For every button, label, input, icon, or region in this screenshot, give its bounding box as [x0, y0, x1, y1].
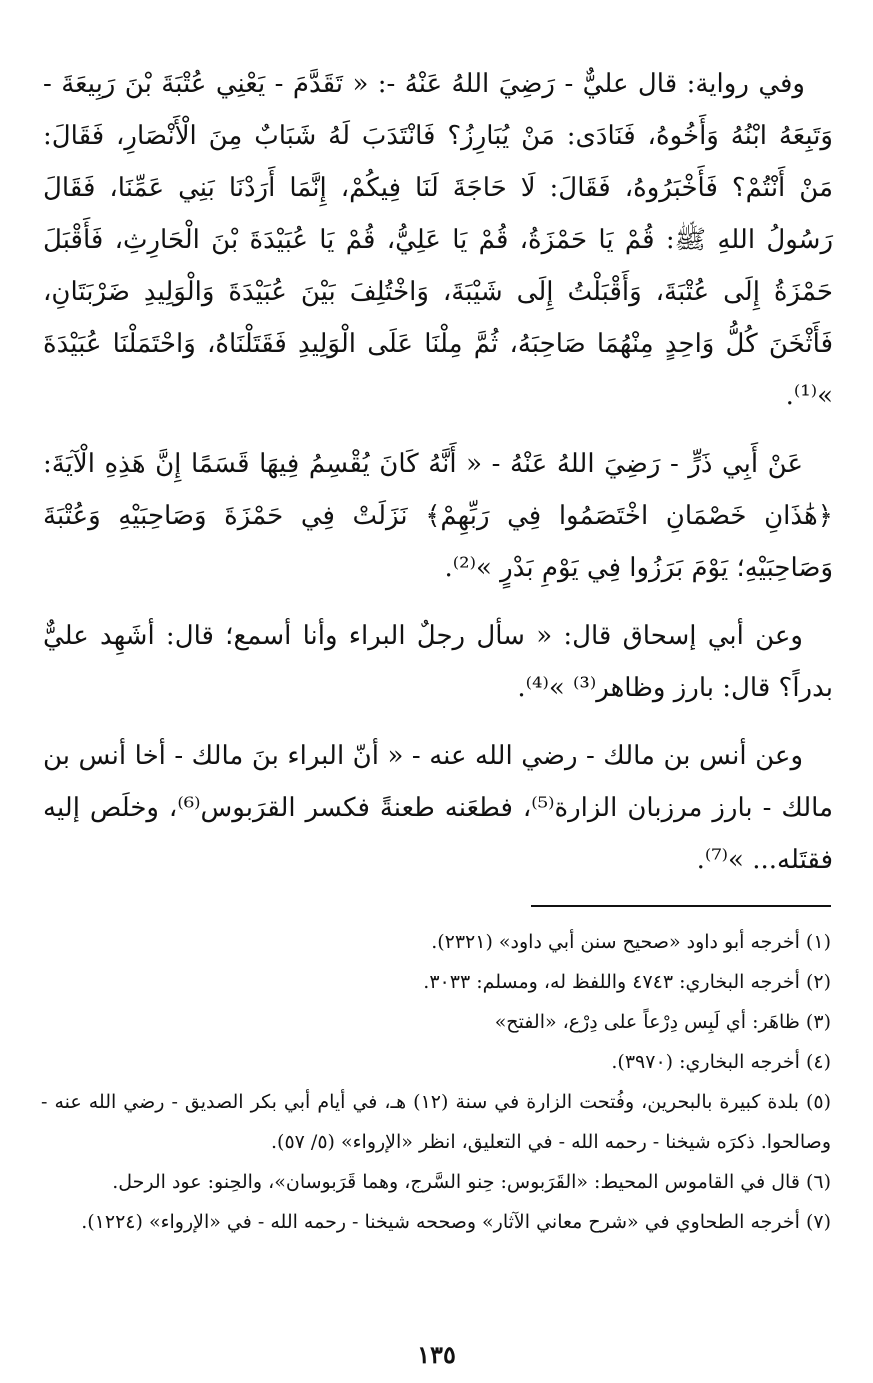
paragraph-abu-dharr-narration: عَنْ أَبِي ذَرٍّ - رَضِيَ اللهُ عَنْهُ - « أَنَّهُ كَانَ يُقْسِمُ فِيهَا قَسَمًا إِنَّ هَذِهِ الْآيَةَ: ﴿هَٰذَانِ خَصْمَانِ اخْتَصَمُوا فِي رَبِّهِمْ﴾ نَزَلَتْ فِي حَمْزَةَ وَصَاحِبَيْهِ وَعُتْبَةَ وَصَاحِبَيْهِ؛ يَوْمَ بَرَزُوا فِي يَوْمِ بَدْرٍ »⁽²⁾.: [43, 449, 833, 583]
main-text: [43, 58, 833, 902]
footnote-7: (٧) أخرجه الطحاوي في «شرح معاني الآثار» وصححه شيخنا - رحمه الله - في «الإرواء» (١٢٢٤).: [81, 1211, 831, 1233]
paragraph-anas-narration: وعن أنس بن مالك - رضي الله عنه - « أنّ البراء بنَ مالك - أخا أنس بن مالك - بارز مرزبان الزارة⁽⁵⁾، فطعَنه طعنةً فكسر القرَبوس⁽⁶⁾، وخلَص إليه فقتَله... »⁽⁷⁾.: [43, 741, 834, 875]
page-number: ١٣٥: [417, 1340, 456, 1369]
paragraph-abu-ishaq-narration: وعن أبي إسحاق قال: « سأل رجلٌ البراء وأنا أسمع؛ قال: أشَهِد عليٌّ بدراً؟ قال: بارز وظاهر⁽³⁾ »⁽⁴⁾.: [43, 621, 833, 703]
footnote-5: (٥) بلدة كبيرة بالبحرين، وفُتحت الزارة في سنة (١٢) هـ، في أيام أبي بكر الصديق - رضي الله عنه - وصالحوا. ذكرَه شيخنا - رحمه الله - في التعليق، انظر «الإرواء» (٥/ ٥٧).: [41, 1091, 831, 1153]
footnotes: [41, 922, 831, 1242]
footnote-1: (١) أخرجه أبو داود «صحيح سنن أبي داود» (٢٣٢١).: [431, 931, 831, 953]
footnote-6: (٦) قال في القاموس المحيط: «القَرَبوس: حِنو السَّرج، وهما قَرَبوسان»، والحِنو: عود الرحل.: [112, 1171, 831, 1193]
footnote-separator: [531, 905, 831, 907]
footnote-2: (٢) أخرجه البخاري: ٤٧٤٣ واللفظ له، ومسلم: ٣٠٣٣.: [423, 971, 831, 993]
footnote-3: (٣) ظاهَر: أي لَبِس دِرْعاً على دِرْع، «الفتح»: [494, 1011, 831, 1033]
paragraph-ali-narration: وفي رواية: قال عليٌّ - رَضِيَ اللهُ عَنْهُ -: « تَقَدَّمَ - يَعْنِي عُتْبَةَ بْنَ رَبِيعَةَ - وَتَبِعَهُ ابْنُهُ وَأَخُوهُ، فَنَادَى: مَنْ يُبَارِزُ؟ فَانْتَدَبَ لَهُ شَبَابٌ مِنَ الْأَنْصَارِ، فَقَالَ: مَنْ أَنْتُمْ؟ فَأَخْبَرُوهُ، فَقَالَ: لَا حَاجَةَ لَنَا فِيكُمْ، إِنَّمَا أَرَدْنَا بَنِي عَمِّنَا، فَقَالَ رَسُولُ اللهِ ﷺ: قُمْ يَا حَمْزَةُ، قُمْ يَا عَلِيُّ، قُمْ يَا عُبَيْدَةَ بْنَ الْحَارِثِ، فَأَقْبَلَ حَمْزَةُ إِلَى عُتْبَةَ، وَأَقْبَلْتُ إِلَى شَيْبَةَ، وَاخْتُلِفَ بَيْنَ عُبَيْدَةَ وَالْوَلِيدِ ضَرْبَتَانِ، فَأَثْخَنَ كُلُّ وَاحِدٍ مِنْهُمَا صَاحِبَهُ، ثُمَّ مِلْنَا عَلَى الْوَلِيدِ فَقَتَلْنَاهُ، وَاحْتَمَلْنَا عُبَيْدَةَ »⁽¹⁾.: [43, 69, 833, 411]
footnote-4: (٤) أخرجه البخاري: (٣٩٧٠).: [611, 1051, 831, 1073]
